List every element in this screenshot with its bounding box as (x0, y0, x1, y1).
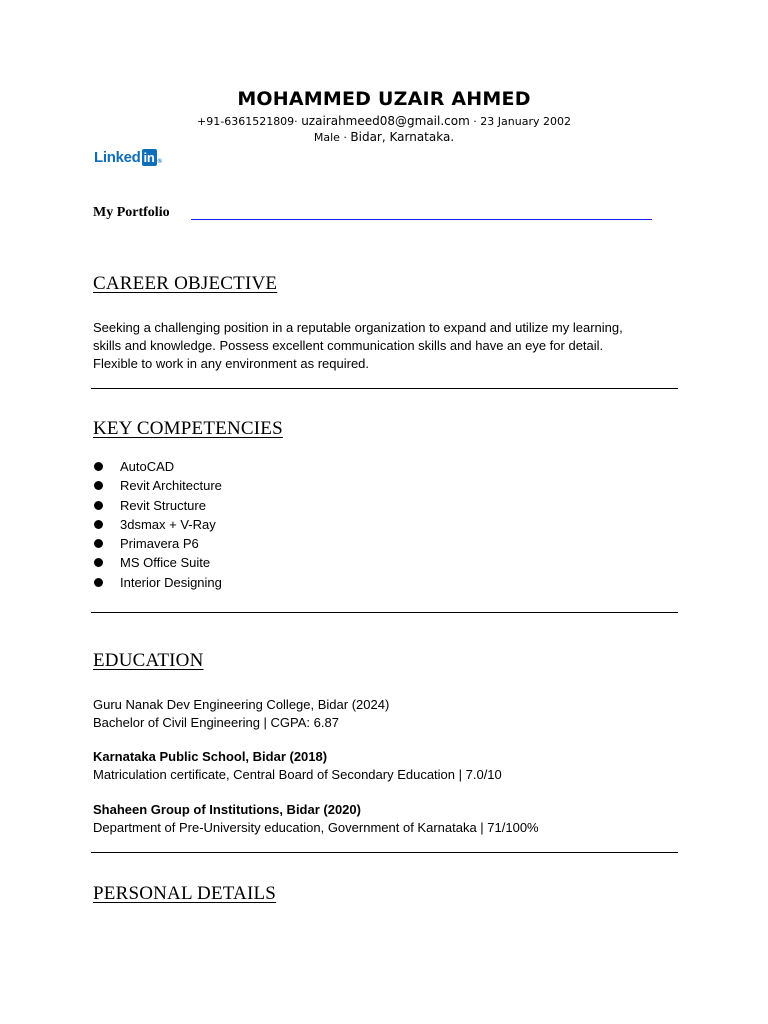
section-divider (91, 612, 678, 613)
linkedin-logo-text: Linked (94, 148, 141, 166)
list-item (93, 554, 222, 573)
education-entry (93, 696, 389, 732)
section-title-education: EDUCATION (93, 650, 204, 671)
bullet-icon (94, 520, 103, 529)
linkedin-logo-icon[interactable] (94, 147, 162, 167)
section-divider (91, 388, 678, 389)
education-heading: Guru Nanak Dev Engineering College, Bidar (2024) (93, 697, 390, 712)
bullet-icon (94, 501, 103, 510)
bullet-icon (94, 462, 103, 471)
education-detail: Department of Pre-University education, Government of Karnataka | 71/100% (93, 820, 539, 835)
linkedin-registered-mark: ® (157, 159, 162, 165)
bullet-icon (94, 558, 103, 567)
education-heading: Shaheen Group of Institutions, Bidar (2020) (93, 802, 361, 817)
contact-line-primary (0, 114, 768, 128)
list-item (93, 477, 222, 496)
competency-label: MS Office Suite (120, 555, 211, 571)
competency-label: Revit Architecture (120, 478, 222, 494)
list-item (93, 458, 222, 477)
gender: Male · (313, 131, 351, 144)
career-objective-line: Flexible to work in any environment as required. (93, 356, 370, 371)
bullet-icon (94, 539, 103, 548)
competency-label: Interior Designing (120, 574, 222, 590)
career-objective-text (93, 319, 623, 373)
bullet-icon (94, 481, 103, 490)
education-heading: Karnataka Public School, Bidar (2018) (93, 749, 328, 764)
competency-label: Revit Structure (120, 497, 206, 513)
competency-label: Primavera P6 (120, 536, 199, 552)
career-objective-line: skills and knowledge. Possess excellent communication skills and have an eye for detail. (93, 338, 604, 353)
portfolio-label: My Portfolio (93, 205, 170, 220)
section-divider (91, 852, 678, 853)
section-title-career-objective: CAREER OBJECTIVE (93, 273, 278, 294)
location: Bidar, Karnataka. (350, 130, 455, 144)
competencies-list (93, 458, 222, 593)
list-item (93, 574, 222, 593)
career-objective-line: Seeking a challenging position in a reputable organization to expand and utilize my learning, (93, 320, 623, 335)
education-entry (93, 801, 539, 837)
education-detail: Bachelor of Civil Engineering | CGPA: 6.87 (93, 715, 339, 730)
portfolio-link[interactable] (191, 219, 652, 220)
bullet-icon (94, 578, 103, 587)
email-address[interactable]: uzairahmeed08@gmail.com (301, 114, 470, 128)
section-title-key-competencies: KEY COMPETENCIES (93, 418, 283, 439)
competency-label: 3dsmax + V-Ray (120, 516, 216, 532)
education-detail: Matriculation certificate, Central Board of Secondary Education | 7.0/10 (93, 767, 502, 782)
list-item (93, 535, 222, 554)
list-item (93, 516, 222, 535)
list-item (93, 497, 222, 516)
contact-line-secondary (0, 130, 768, 144)
linkedin-logo-box: in (143, 149, 155, 165)
competency-label: AutoCAD (120, 459, 175, 474)
section-title-personal-details: PERSONAL DETAILS (93, 883, 277, 904)
candidate-name: MOHAMMED UZAIR AHMED (237, 88, 531, 110)
education-entry (93, 748, 502, 784)
date-of-birth: · 23 January 2002 (469, 115, 571, 128)
phone-number: +91-6361521809· (197, 115, 302, 128)
